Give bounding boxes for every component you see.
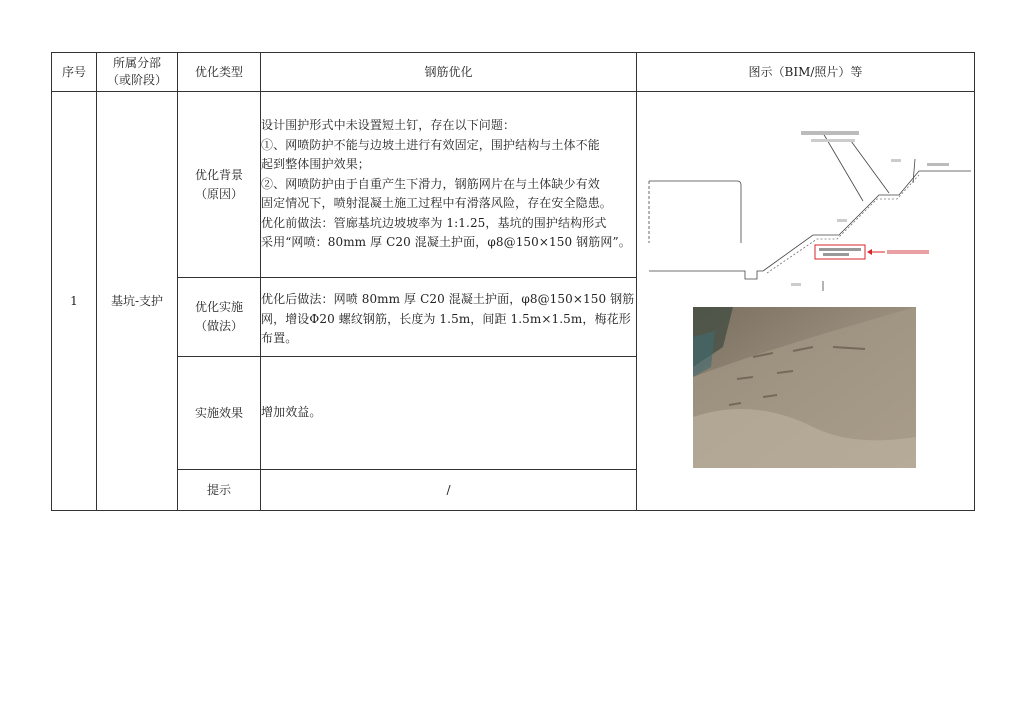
optimization-table <box>51 52 975 511</box>
header-figure: 图示（BIM/照片）等 <box>637 53 975 92</box>
figure-cell <box>637 92 975 511</box>
slope-photo-image <box>693 307 916 468</box>
effect-text: 增加效益。 <box>261 357 637 470</box>
method-label-line1: 优化实施 <box>194 300 243 314</box>
background-label-line2: （原因） <box>194 186 243 201</box>
background-line: 采用“网喷：80mm 厚 C20 混凝土护面，φ8@150×150 钢筋网”。 <box>261 235 631 250</box>
figure-area <box>637 93 973 509</box>
tip-text: / <box>261 470 637 511</box>
method-line: 布置。 <box>261 331 298 345</box>
header-row <box>52 53 975 92</box>
header-type: 优化类型 <box>178 53 261 92</box>
background-line: ②、网喷防护由于自重产生下滑力，钢筋网片在与土体缺少有效 <box>261 176 600 191</box>
method-line: 网，增设Φ20 螺纹钢筋，长度为 1.5m，间距 1.5m×1.5m，梅花形 <box>261 311 631 326</box>
background-line: 固定情况下，喷射混凝土施工过程中有滑落风险，存在安全隐患。 <box>261 196 612 211</box>
method-label <box>178 278 261 357</box>
header-part <box>97 53 178 92</box>
method-line: 优化后做法：网喷 80mm 厚 C20 混凝土护面，φ8@150×150 钢筋 <box>261 292 635 306</box>
background-label <box>178 92 261 278</box>
background-line: 设计围护形式中未设置短土钉，存在以下问题： <box>261 118 516 133</box>
background-line: 优化前做法：管廊基坑边坡坡率为 1:1.25，基坑的围护结构形式 <box>261 215 607 230</box>
header-no: 序号 <box>52 53 97 92</box>
header-part-line2: （或阶段） <box>106 73 167 87</box>
background-text <box>261 92 637 278</box>
header-content: 钢筋优化 <box>261 53 637 92</box>
slope-support-drawing <box>641 123 971 293</box>
background-line: ①、网喷防护不能与边坡土进行有效固定，围护结构与土体不能 <box>261 137 600 152</box>
background-line: 起到整体围护效果； <box>261 157 370 172</box>
row-part: 基坑-支护 <box>97 92 178 511</box>
row-number: 1 <box>52 92 97 511</box>
header-part-line1: 所属分部 <box>112 56 161 70</box>
method-text <box>261 278 637 357</box>
effect-label: 实施效果 <box>178 357 261 470</box>
background-label-line1: 优化背景 <box>194 167 243 182</box>
row-background <box>52 92 975 278</box>
site-photo <box>693 307 916 468</box>
tip-label: 提示 <box>178 470 261 511</box>
method-label-line2: （做法） <box>194 319 243 333</box>
